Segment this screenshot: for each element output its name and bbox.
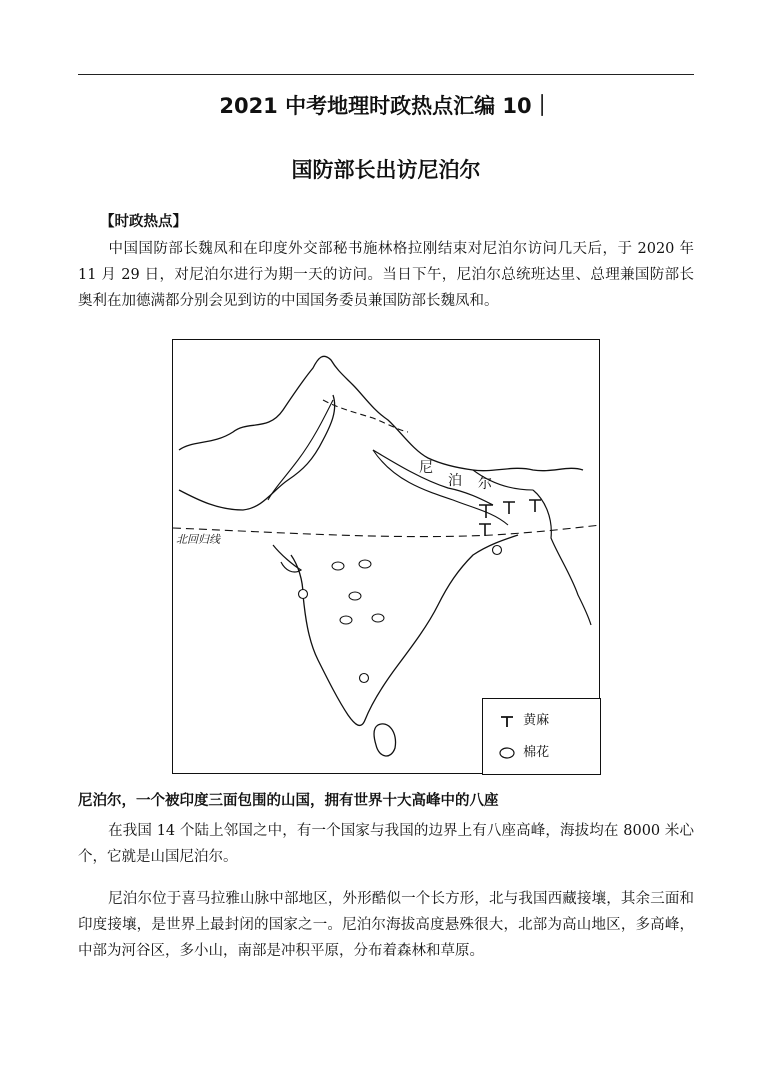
sri-lanka <box>374 724 396 756</box>
cotton-icon <box>497 745 519 761</box>
tropic-line <box>173 525 601 537</box>
gujarat-coast <box>273 545 301 572</box>
jute-1 <box>479 505 493 518</box>
legend-jute-label: 黄麻 <box>523 713 550 728</box>
map-label-er: 尔 <box>478 476 492 492</box>
border-north <box>179 356 583 470</box>
map-label-bo: 泊 <box>448 473 462 489</box>
india-coast <box>291 535 518 725</box>
page-title-line1: 2021 中考地理时政热点汇编 10｜ <box>219 94 553 118</box>
subheading: 尼泊尔，一个被印度三面包围的山国，拥有世界十大高峰中的八座 <box>78 793 499 809</box>
city-kolkata <box>493 546 502 555</box>
cotton-1 <box>332 562 344 570</box>
header-rule <box>78 74 694 75</box>
cotton-4 <box>340 616 352 624</box>
nepal-border <box>373 450 493 505</box>
cotton-markers <box>332 560 384 624</box>
city-mumbai <box>299 590 308 599</box>
cotton-3 <box>349 592 361 600</box>
jute-4 <box>479 524 491 536</box>
tropic-label: 北回归线 <box>176 533 220 546</box>
paragraph-1-text: 中国国防部长魏凤和在印度外交部秘书施林格拉刚结束对尼泊尔访问几天后，于 2020 年 11 月 29 日，对尼泊尔进行为期一天的访问。当日下午，尼泊尔总统班达里、总理兼国防部长奥利在加德满都分别会见到访的中国国务委员兼国防部长魏凤和。 <box>78 241 694 309</box>
border-west <box>179 395 335 510</box>
legend-jute <box>497 709 549 729</box>
paragraph-3 <box>78 886 694 964</box>
cotton-2 <box>359 560 371 568</box>
map-label-ni: 尼 <box>419 460 433 476</box>
jute-2 <box>503 502 515 514</box>
map-legend <box>482 698 601 775</box>
page-title-line2: 国防部长出访尼泊尔 <box>291 158 481 182</box>
legend-cotton-label: 棉花 <box>523 745 550 760</box>
city-chennai <box>360 674 369 683</box>
cotton-5 <box>372 614 384 622</box>
paragraph-2 <box>78 818 694 870</box>
jute-icon <box>497 713 519 729</box>
paragraph-3-text: 尼泊尔位于喜马拉雅山脉中部地区，外形酷似一个长方形，北与我国西藏接壤，其余三面和印度接壤，是世界上最封闭的国家之一。尼泊尔海拔高度悬殊很大，北部为高山地区，多高峰，中部为河谷区，多小山，南部是冲积平原，分布着森林和草原。 <box>78 891 694 959</box>
river-indus <box>268 400 333 500</box>
paragraph-2-text: 在我国 14 个陆上邻国之中，有一个国家与我国的边界上有八座高峰，海拔均在 8000 米心个，它就是山国尼泊尔。 <box>78 823 694 865</box>
section-label: 【时政热点】 <box>100 213 187 230</box>
jute-markers <box>479 500 541 536</box>
legend-cotton <box>497 741 549 761</box>
jute-3 <box>529 500 541 512</box>
paragraph-1 <box>78 236 694 314</box>
border-east <box>533 490 591 625</box>
